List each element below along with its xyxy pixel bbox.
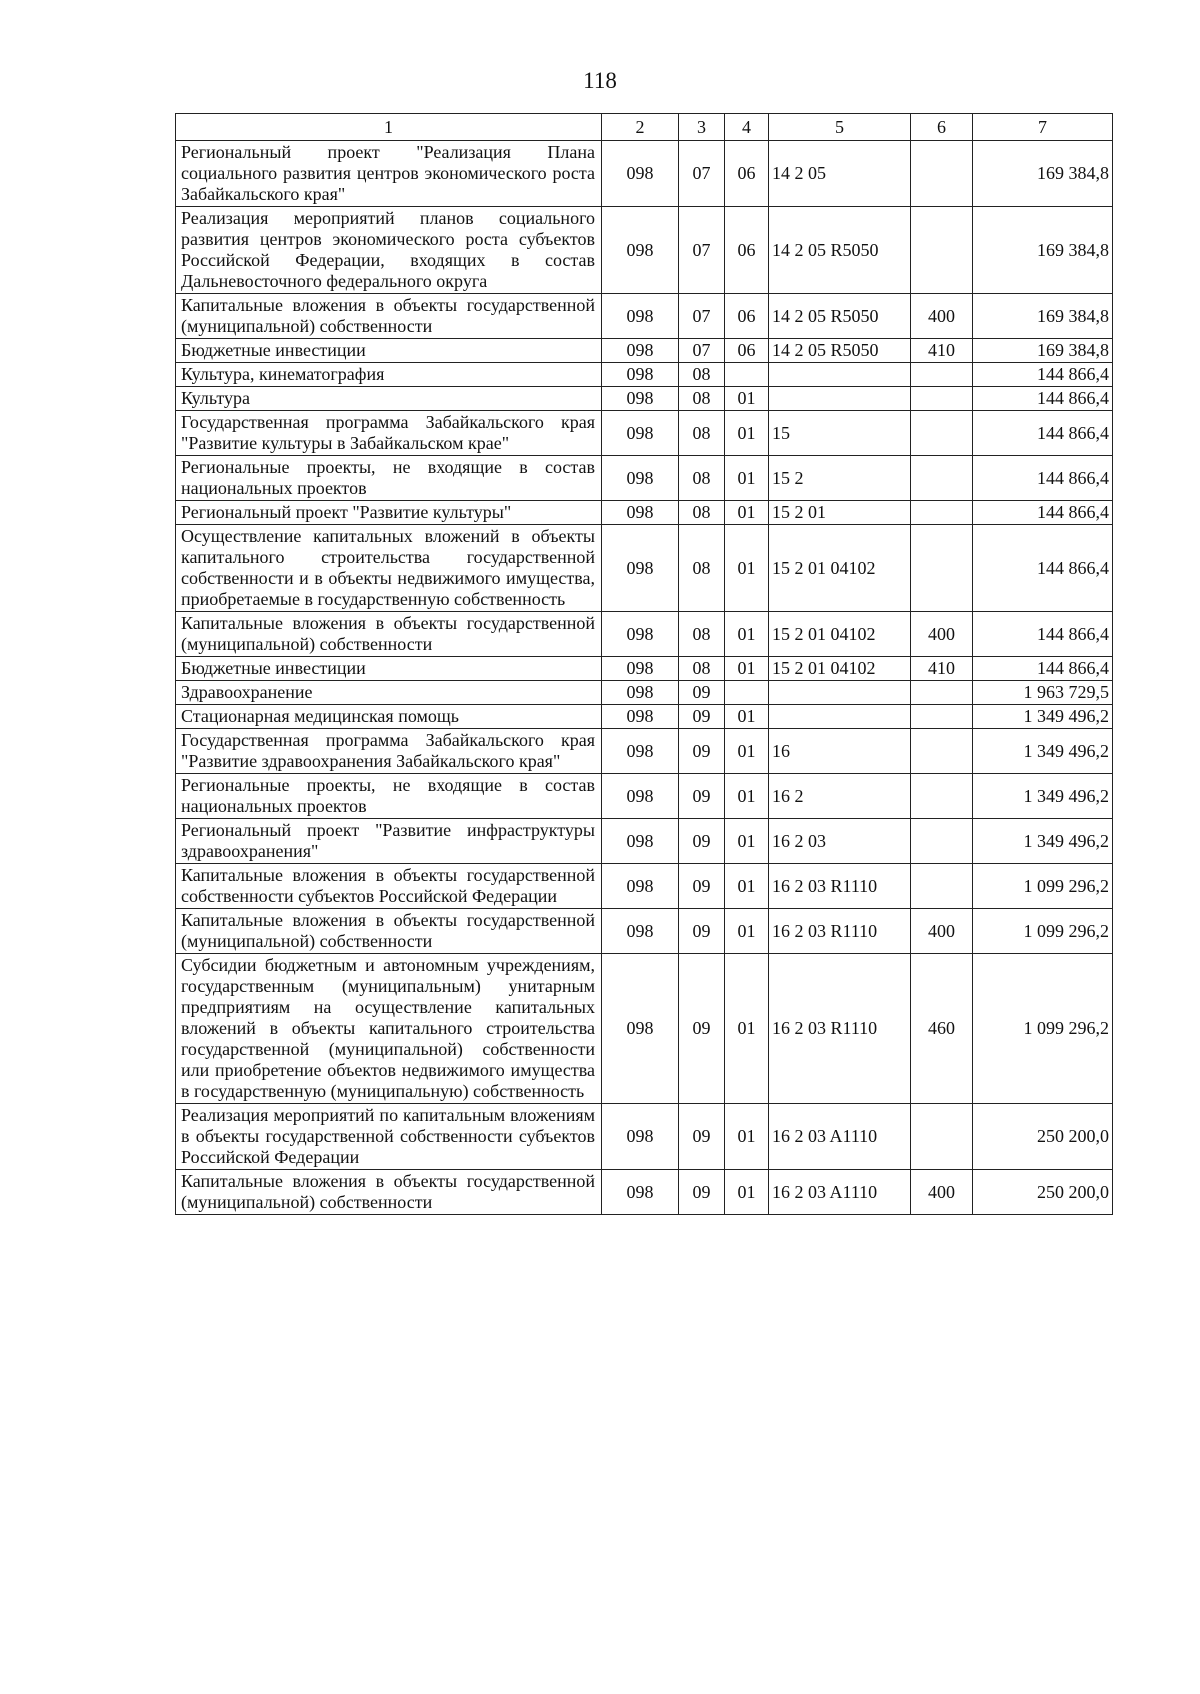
table-row [176, 954, 1113, 1104]
row-amount: 250 200,0 [973, 1104, 1113, 1170]
row-target-code: 14 2 05 [769, 141, 911, 207]
row-expense-type [911, 411, 973, 456]
row-admin-code: 098 [602, 294, 679, 339]
row-subsection-code: 06 [725, 339, 769, 363]
row-amount: 1 099 296,2 [973, 864, 1113, 909]
row-expense-type: 410 [911, 339, 973, 363]
row-expense-type: 400 [911, 294, 973, 339]
row-subsection-code: 01 [725, 525, 769, 612]
table-row [176, 294, 1113, 339]
row-subsection-code: 01 [725, 729, 769, 774]
row-section-code: 08 [679, 501, 725, 525]
table-row [176, 612, 1113, 657]
row-name: Стационарная медицинская помощь [176, 705, 602, 729]
row-amount: 144 866,4 [973, 612, 1113, 657]
table-row [176, 525, 1113, 612]
row-name: Капитальные вложения в объекты государственной (муниципальной) собственности [176, 909, 602, 954]
row-target-code: 16 2 03 R1110 [769, 954, 911, 1104]
row-target-code: 15 2 01 [769, 501, 911, 525]
row-name: Капитальные вложения в объекты государственной собственности субъектов Российской Федерации [176, 864, 602, 909]
row-admin-code: 098 [602, 819, 679, 864]
row-target-code: 16 2 03 A1110 [769, 1170, 911, 1215]
row-target-code: 15 2 01 04102 [769, 657, 911, 681]
row-amount: 169 384,8 [973, 141, 1113, 207]
row-admin-code: 098 [602, 525, 679, 612]
row-name: Бюджетные инвестиции [176, 657, 602, 681]
table-row [176, 774, 1113, 819]
row-subsection-code: 01 [725, 657, 769, 681]
row-admin-code: 098 [602, 729, 679, 774]
table-row [176, 705, 1113, 729]
row-amount: 144 866,4 [973, 525, 1113, 612]
row-expense-type [911, 681, 973, 705]
row-expense-type: 400 [911, 1170, 973, 1215]
row-target-code: 16 2 03 R1110 [769, 864, 911, 909]
row-name: Капитальные вложения в объекты государственной (муниципальной) собственности [176, 1170, 602, 1215]
row-admin-code: 098 [602, 1104, 679, 1170]
row-expense-type: 400 [911, 909, 973, 954]
row-admin-code: 098 [602, 141, 679, 207]
table-row [176, 411, 1113, 456]
row-section-code: 09 [679, 864, 725, 909]
row-name: Региональный проект "Развитие инфраструктуры здравоохранения" [176, 819, 602, 864]
row-admin-code: 098 [602, 657, 679, 681]
row-expense-type: 400 [911, 612, 973, 657]
row-name: Субсидии бюджетным и автономным учреждениям, государственным (муниципальным) унитарным предприятиям на осуществление капитальных вложений в объекты капитального строительства государственной (муниципальной) собственности или приобретение объектов недвижимого имущества в государственную (муниципальную) собственность [176, 954, 602, 1104]
row-amount: 1 349 496,2 [973, 819, 1113, 864]
row-amount: 1 349 496,2 [973, 729, 1113, 774]
row-amount: 169 384,8 [973, 294, 1113, 339]
row-expense-type [911, 774, 973, 819]
row-amount: 144 866,4 [973, 657, 1113, 681]
row-admin-code: 098 [602, 954, 679, 1104]
row-subsection-code: 06 [725, 207, 769, 294]
row-target-code: 14 2 05 R5050 [769, 294, 911, 339]
row-admin-code: 098 [602, 363, 679, 387]
row-amount: 144 866,4 [973, 387, 1113, 411]
row-admin-code: 098 [602, 501, 679, 525]
row-target-code [769, 705, 911, 729]
table-row [176, 456, 1113, 501]
row-target-code: 16 2 03 A1110 [769, 1104, 911, 1170]
row-amount: 1 963 729,5 [973, 681, 1113, 705]
row-target-code: 15 2 01 04102 [769, 525, 911, 612]
column-header: 6 [911, 114, 973, 141]
row-amount: 169 384,8 [973, 207, 1113, 294]
row-subsection-code: 01 [725, 1170, 769, 1215]
row-target-code: 16 2 [769, 774, 911, 819]
row-expense-type [911, 705, 973, 729]
table-row [176, 681, 1113, 705]
row-expense-type [911, 207, 973, 294]
row-subsection-code: 01 [725, 864, 769, 909]
row-expense-type: 460 [911, 954, 973, 1104]
row-section-code: 08 [679, 363, 725, 387]
row-admin-code: 098 [602, 612, 679, 657]
row-subsection-code: 01 [725, 411, 769, 456]
table-row [176, 864, 1113, 909]
row-target-code: 15 [769, 411, 911, 456]
row-target-code: 16 [769, 729, 911, 774]
row-name: Реализация мероприятий планов социального развития центров экономического роста субъектов Российской Федерации, входящих в состав Дальневосточного федерального округа [176, 207, 602, 294]
column-header: 1 [176, 114, 602, 141]
row-section-code: 08 [679, 387, 725, 411]
row-amount: 144 866,4 [973, 411, 1113, 456]
row-subsection-code: 01 [725, 909, 769, 954]
row-target-code [769, 387, 911, 411]
row-target-code [769, 681, 911, 705]
row-admin-code: 098 [602, 207, 679, 294]
row-admin-code: 098 [602, 909, 679, 954]
row-subsection-code: 01 [725, 819, 769, 864]
row-section-code: 08 [679, 657, 725, 681]
row-target-code: 14 2 05 R5050 [769, 207, 911, 294]
row-amount: 1 099 296,2 [973, 909, 1113, 954]
column-header: 5 [769, 114, 911, 141]
row-subsection-code [725, 363, 769, 387]
row-subsection-code: 01 [725, 456, 769, 501]
row-name: Капитальные вложения в объекты государственной (муниципальной) собственности [176, 294, 602, 339]
row-target-code: 15 2 01 04102 [769, 612, 911, 657]
row-amount: 250 200,0 [973, 1170, 1113, 1215]
row-section-code: 08 [679, 411, 725, 456]
row-target-code: 15 2 [769, 456, 911, 501]
row-section-code: 08 [679, 525, 725, 612]
row-subsection-code: 01 [725, 387, 769, 411]
table-row [176, 207, 1113, 294]
row-expense-type [911, 387, 973, 411]
table-row [176, 339, 1113, 363]
row-admin-code: 098 [602, 774, 679, 819]
table-row [176, 729, 1113, 774]
row-amount: 1 349 496,2 [973, 705, 1113, 729]
row-section-code: 09 [679, 819, 725, 864]
table-row [176, 387, 1113, 411]
table-row [176, 1170, 1113, 1215]
row-section-code: 09 [679, 954, 725, 1104]
row-amount: 1 349 496,2 [973, 774, 1113, 819]
table-header-row [176, 114, 1113, 141]
row-subsection-code: 06 [725, 141, 769, 207]
column-header: 7 [973, 114, 1113, 141]
row-name: Региональный проект "Развитие культуры" [176, 501, 602, 525]
table-row [176, 819, 1113, 864]
row-subsection-code: 01 [725, 954, 769, 1104]
row-target-code: 16 2 03 R1110 [769, 909, 911, 954]
row-amount: 1 099 296,2 [973, 954, 1113, 1104]
row-expense-type [911, 363, 973, 387]
column-header: 2 [602, 114, 679, 141]
row-expense-type [911, 819, 973, 864]
row-amount: 144 866,4 [973, 363, 1113, 387]
row-expense-type [911, 141, 973, 207]
row-name: Реализация мероприятий по капитальным вложениям в объекты государственной собственности субъектов Российской Федерации [176, 1104, 602, 1170]
row-admin-code: 098 [602, 411, 679, 456]
row-expense-type [911, 729, 973, 774]
row-name: Региональный проект "Реализация Плана социального развития центров экономического роста Забайкальского края" [176, 141, 602, 207]
page-number: 118 [583, 68, 617, 93]
row-section-code: 07 [679, 141, 725, 207]
table-row [176, 501, 1113, 525]
table-row [176, 1104, 1113, 1170]
row-admin-code: 098 [602, 681, 679, 705]
row-admin-code: 098 [602, 387, 679, 411]
row-section-code: 09 [679, 774, 725, 819]
row-expense-type [911, 456, 973, 501]
row-target-code: 16 2 03 [769, 819, 911, 864]
row-section-code: 09 [679, 681, 725, 705]
row-section-code: 09 [679, 1104, 725, 1170]
row-expense-type [911, 1104, 973, 1170]
row-amount: 144 866,4 [973, 456, 1113, 501]
row-admin-code: 098 [602, 1170, 679, 1215]
table-row [176, 909, 1113, 954]
row-amount: 169 384,8 [973, 339, 1113, 363]
row-subsection-code [725, 681, 769, 705]
row-subsection-code: 06 [725, 294, 769, 339]
row-section-code: 09 [679, 729, 725, 774]
row-name: Культура, кинематография [176, 363, 602, 387]
table-row [176, 657, 1113, 681]
row-name: Региональные проекты, не входящие в состав национальных проектов [176, 456, 602, 501]
column-header: 3 [679, 114, 725, 141]
row-section-code: 08 [679, 612, 725, 657]
row-expense-type [911, 501, 973, 525]
row-admin-code: 098 [602, 456, 679, 501]
row-section-code: 09 [679, 909, 725, 954]
row-section-code: 09 [679, 705, 725, 729]
row-name: Государственная программа Забайкальского края "Развитие культуры в Забайкальском крае" [176, 411, 602, 456]
row-admin-code: 098 [602, 339, 679, 363]
table-row [176, 141, 1113, 207]
row-name: Капитальные вложения в объекты государственной (муниципальной) собственности [176, 612, 602, 657]
row-name: Осуществление капитальных вложений в объекты капитального строительства государственной собственности и в объекты недвижимого имущества, приобретаемые в государственную собственность [176, 525, 602, 612]
row-expense-type: 410 [911, 657, 973, 681]
row-admin-code: 098 [602, 864, 679, 909]
row-target-code: 14 2 05 R5050 [769, 339, 911, 363]
row-expense-type [911, 525, 973, 612]
row-subsection-code: 01 [725, 705, 769, 729]
row-section-code: 08 [679, 456, 725, 501]
budget-table [175, 113, 1113, 1215]
row-name: Бюджетные инвестиции [176, 339, 602, 363]
row-section-code: 07 [679, 207, 725, 294]
row-target-code [769, 363, 911, 387]
row-subsection-code: 01 [725, 1104, 769, 1170]
column-header: 4 [725, 114, 769, 141]
row-amount: 144 866,4 [973, 501, 1113, 525]
row-subsection-code: 01 [725, 774, 769, 819]
row-section-code: 09 [679, 1170, 725, 1215]
table-row [176, 363, 1113, 387]
row-name: Здравоохранение [176, 681, 602, 705]
row-expense-type [911, 864, 973, 909]
row-subsection-code: 01 [725, 501, 769, 525]
row-admin-code: 098 [602, 705, 679, 729]
row-name: Государственная программа Забайкальского края "Развитие здравоохранения Забайкальского края" [176, 729, 602, 774]
row-name: Культура [176, 387, 602, 411]
row-subsection-code: 01 [725, 612, 769, 657]
row-name: Региональные проекты, не входящие в состав национальных проектов [176, 774, 602, 819]
row-section-code: 07 [679, 339, 725, 363]
row-section-code: 07 [679, 294, 725, 339]
